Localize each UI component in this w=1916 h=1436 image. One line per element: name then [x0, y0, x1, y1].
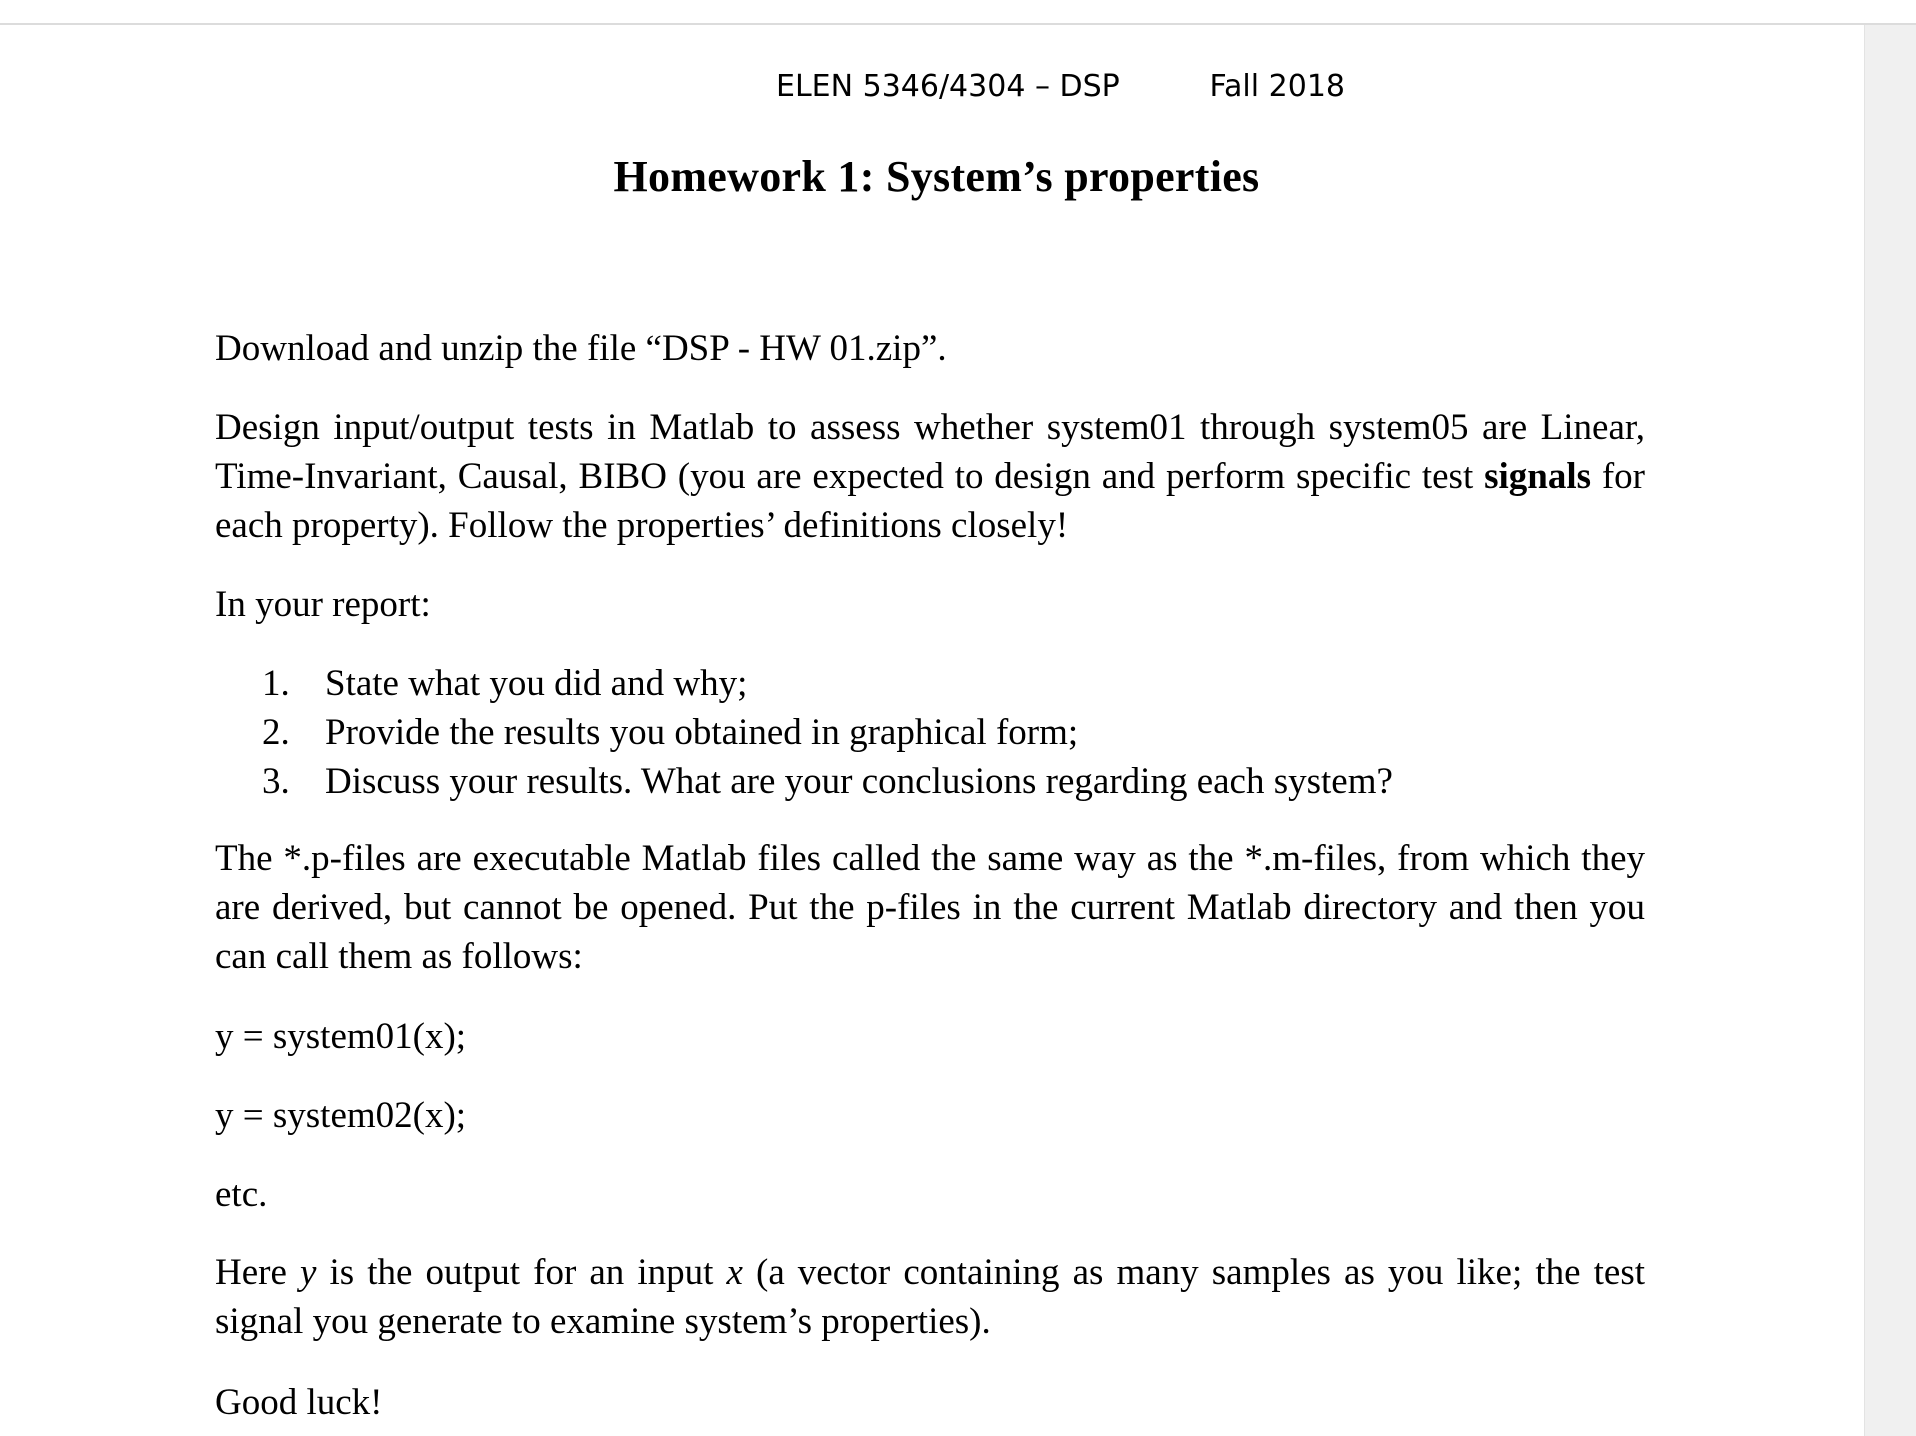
list-item-number: 2.: [262, 712, 290, 753]
code-example-system01: y = system01(x);: [215, 1016, 467, 1057]
paragraph-report-intro: In your report:: [215, 584, 431, 625]
here-text-1: Here: [215, 1252, 300, 1293]
variable-y: y: [299, 1252, 317, 1293]
here-text-3: (a vector containing as many samples as you like; the test signal you generate to examine system’s properties).: [215, 1252, 1645, 1342]
code-example-system02: y = system02(x);: [215, 1095, 467, 1136]
list-item-text: Discuss your results. What are your conclusions regarding each system?: [325, 761, 1393, 802]
design-text-1: Design input/output tests in Matlab to assess whether system01 through system05 are Linear, Time-Invariant, Causal, BIBO (you are expected to design and perform specific test: [215, 407, 1645, 497]
header-course-code: ELEN 5346/4304 – DSP: [776, 69, 1120, 104]
document-title: Homework 1: System’s properties: [613, 152, 1260, 201]
design-text-2: for each property). Follow the properties’ definitions closely!: [215, 456, 1645, 546]
list-item-number: 1.: [262, 663, 290, 704]
here-text-2: is the output for an input: [316, 1252, 727, 1293]
header-semester: Fall 2018: [1209, 69, 1345, 104]
paragraph-closing: Good luck!: [215, 1382, 383, 1423]
list-item-number: 3.: [262, 761, 290, 802]
list-item: [262, 757, 1393, 806]
list-item: [262, 708, 1393, 757]
list-item-text: State what you did and why;: [325, 663, 748, 704]
vertical-scrollbar[interactable]: [1864, 25, 1916, 1436]
paragraph-pfiles: The *.p-files are executable Matlab files called the same way as the *.m-files, from which they are derived, but cannot be opened. Put the p-files in the current Matlab directory and then you can call them as follows:: [215, 838, 1645, 977]
design-bold-signals: signals: [1484, 456, 1592, 497]
paragraph-etc: etc.: [215, 1174, 268, 1215]
list-item-text: Provide the results you obtained in graphical form;: [325, 712, 1079, 753]
document-page: [0, 25, 1863, 1436]
variable-x: x: [726, 1252, 743, 1293]
report-steps-list: [262, 659, 1393, 806]
paragraph-output-description: [215, 1248, 1645, 1346]
paragraph-download: Download and unzip the file “DSP - HW 01.zip”.: [215, 328, 947, 369]
list-item: [262, 659, 1393, 708]
paragraph-design: [215, 403, 1645, 550]
